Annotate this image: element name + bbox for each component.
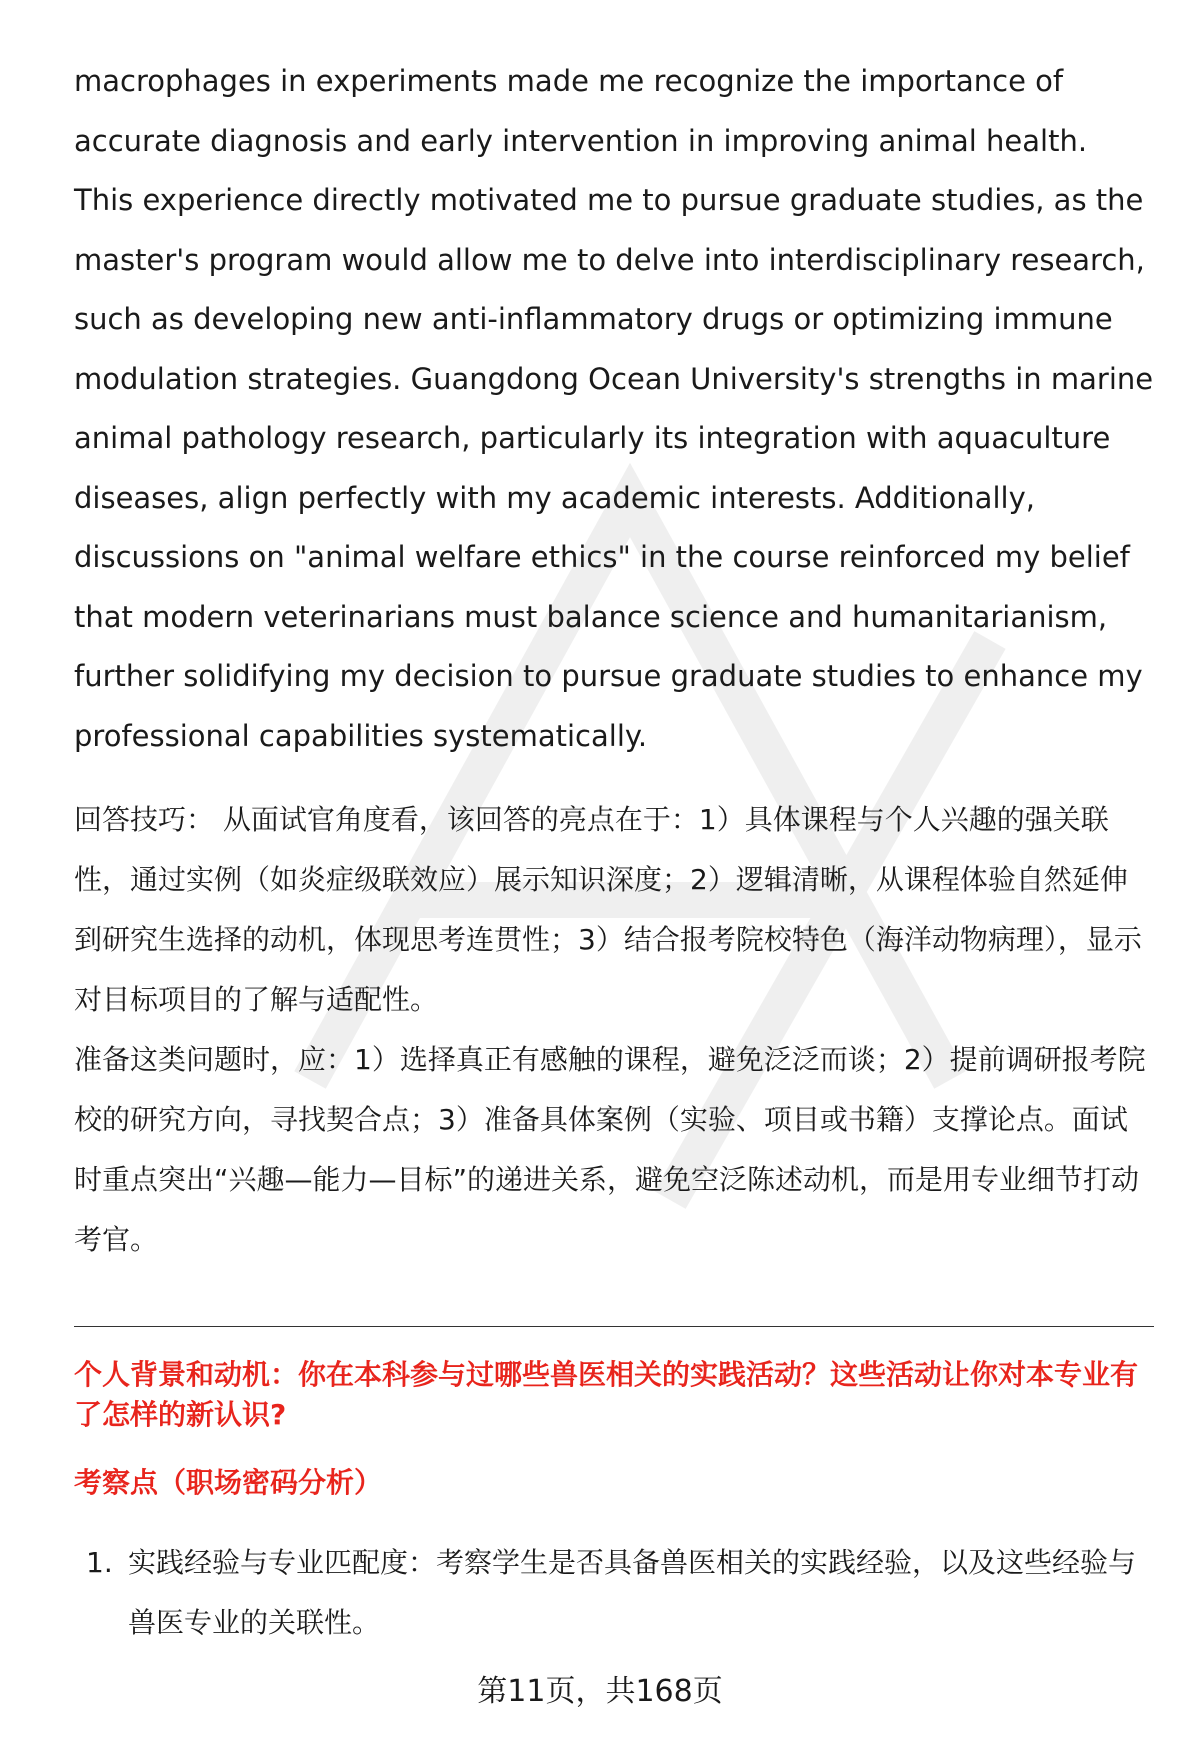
page-number-footer: 第11页，共168页 — [477, 1674, 723, 1709]
list-item-number: 1. — [86, 1546, 113, 1579]
intro-paragraph: macrophages in experiments made me recognize the importance of accurate diagnosis and early intervention in improving animal health. This experience directly motivated me to pursue graduate studies, as the master's program would allow me to delve into interdisciplinary research, such as developing new anti-inflammatory drugs or optimizing immune modulation strategies. Guangdong Ocean University's strengths in marine animal pathology research, particularly its integration with aquaculture diseases, align perfectly with my academic interests. Additionally, discussions on "animal welfare ethics" in the course reinforced my belief that modern veterinarians must balance science and humanitarianism, further solidifying my decision to pursue graduate studies to enhance my professional capabilities systematically. — [74, 64, 1154, 753]
section-title: 考察点（职场密码分析） — [74, 1466, 383, 1499]
preparation-paragraph: 准备这类问题时，应：1）选择真正有感触的课程，避免泛泛而谈；2）提前调研报考院校的研究方向，寻找契合点；3）准备具体案例（实验、项目或书籍）支撑论点。面试时重点突出“兴趣—能力—目标”的递进关系，避免空泛陈述动机，而是用专业细节打动考官。 — [74, 1043, 1146, 1256]
list-item-text: 实践经验与专业匹配度：考察学生是否具备兽医相关的实践经验，以及这些经验与兽医专业的关联性。 — [128, 1546, 1137, 1639]
section-divider — [74, 1326, 1154, 1327]
question-heading: 个人背景和动机：你在本科参与过哪些兽医相关的实践活动？这些活动让你对本专业有了怎样的新认识? — [74, 1358, 1139, 1431]
list-item — [74, 1533, 1154, 1653]
points-list — [74, 1533, 1154, 1653]
document-page — [74, 52, 1154, 1653]
answer-tips-paragraph: 回答技巧： 从面试官角度看，该回答的亮点在于：1）具体课程与个人兴趣的强关联性，通过实例（如炎症级联效应）展示知识深度；2）逻辑清晰，从课程体验自然延伸到研究生选择的动机，体现思考连贯性；3）结合报考院校特色（海洋动物病理），显示对目标项目的了解与适配性。 — [74, 803, 1142, 1016]
